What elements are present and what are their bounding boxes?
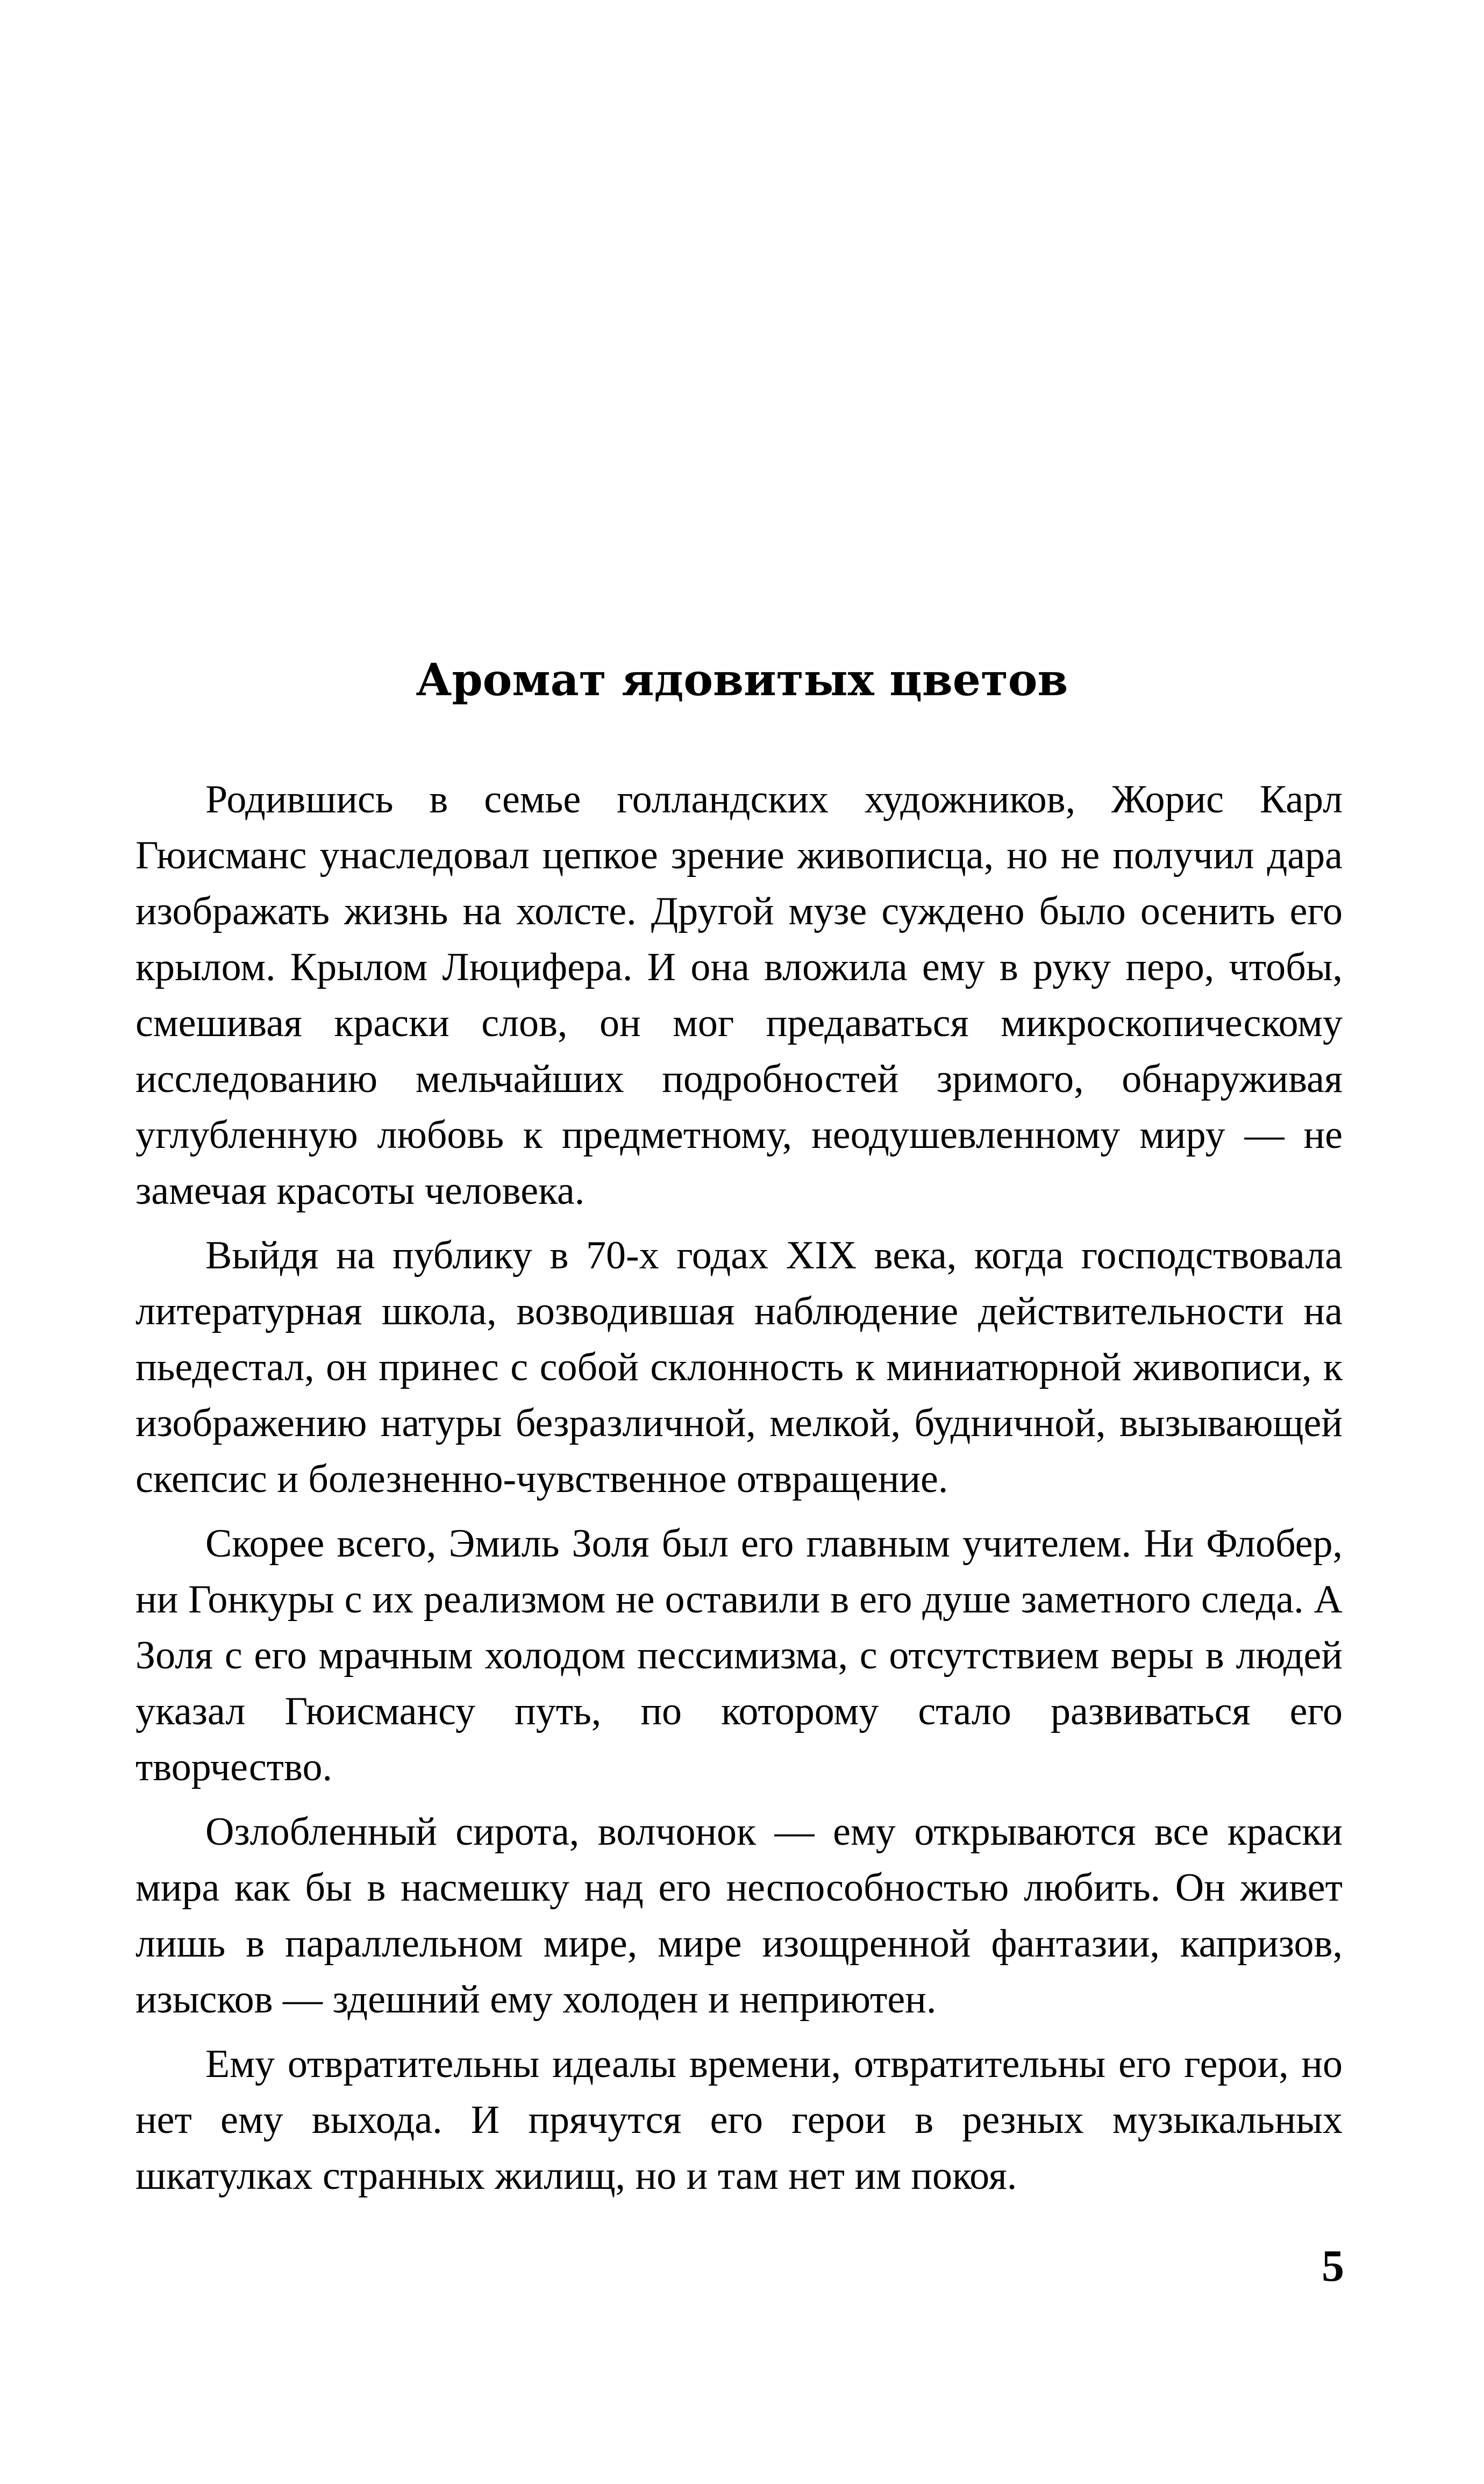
- paragraph: Озлобленный сирота, волчонок — ему открываются все краски мира как бы в насмешку над его неспособностью любить. Он живет лишь в параллельном мире, мире изощренной фантазии, капризов, изысков — здешний ему холоден и неприютен.: [135, 1810, 1343, 2022]
- paragraph: Скорее всего, Эмиль Золя был его главным учителем. Ни Флобер, ни Гонкуры с их реализмом не оставили в его душе заметного следа. А Золя с его мрачным холодом пессимизма, с отсутствием веры в людей указал Гюисмансу путь, по которому стало развиваться его творчество.: [135, 1522, 1343, 1789]
- chapter-title: Аромат ядовитых цветов: [416, 654, 1068, 706]
- body-text: [135, 772, 1343, 2212]
- paragraph: Выйдя на публику в 70-х годах XIX века, когда господствовала литературная школа, возводившая наблюдение действительности на пьедестал, он принес с собой склонность к миниатюрной живописи, к изображению натуры безразличной, мелкой, будничной, вызывающей скепсис и болезненно-чувственное отвращение.: [135, 1233, 1343, 1501]
- page-number: 5: [1322, 2241, 1344, 2291]
- paragraph: Родившись в семье голландских художников, Жорис Карл Гюисманс унаследовал цепкое зрение живописца, но не получил дара изображать жизнь на холсте. Другой музе суждено было осенить его крылом. Крылом Люцифера. И она вложила ему в руку перо, чтобы, смешивая краски слов, он мог предаваться микроскопическому исследованию мельчайших подробностей зримого, обнаруживая углубленную любовь к предметному, неодушевленному миру — не замечая красоты человека.: [135, 777, 1343, 1213]
- paragraph: Ему отвратительны идеалы времени, отвратительны его герои, но нет ему выхода. И прячутся его герои в резных музыкальных шкатулках странных жилищ, но и там нет им покоя.: [135, 2042, 1343, 2198]
